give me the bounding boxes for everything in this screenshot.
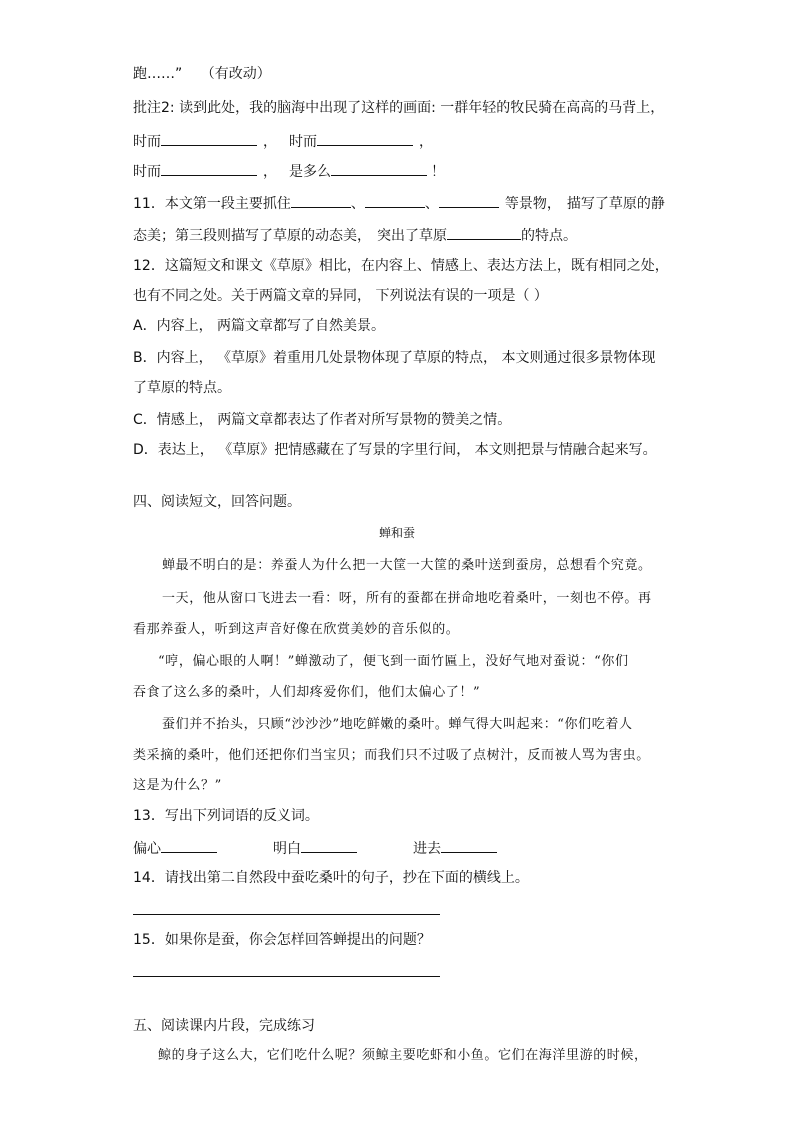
passage-paragraph-2-cont: 看那养蚕人，听到这声音好像在欣赏美妙的音乐似的。 (133, 622, 460, 637)
blank-field[interactable] (161, 160, 257, 176)
option-c[interactable]: C．情感上， 两篇文章都表达了作者对所写景物的赞美之情。 (133, 412, 512, 428)
q11-text: 的特点。 (521, 228, 577, 244)
passage-paragraph-4: 蚕们并不抬头，只顾“沙沙沙”地吃鲜嫩的桑叶。蝉气得大叫起来：“你们吃着人 (162, 717, 633, 732)
adaptation-note: （有改动） (200, 66, 271, 82)
blank-field[interactable] (447, 224, 521, 240)
passage-paragraph-4-cont: 类采摘的桑叶，他们还把你们当宝贝；而我们只不过吸了点树汁，反而被人骂为害虫。 (133, 748, 650, 763)
q11-prompt: 11．本文第一段主要抓住 (133, 196, 291, 212)
passage-ending-text: 跑……” (133, 66, 183, 82)
comma: ， (263, 134, 277, 150)
q11-text: 突出了草原 (377, 228, 447, 244)
separator: 、 (350, 196, 365, 212)
q11-text: 态美；第三段则描写了草原的动态美， (133, 228, 371, 244)
blank-field[interactable] (331, 160, 427, 176)
question-12-line-1: 12．这篇短文和课文《草原》相比，在内容上、情感上、表达方法上，既有相同之处， (133, 258, 669, 274)
passage-ending-line (133, 64, 271, 84)
option-b[interactable]: B．内容上， 《草原》着重用几处景物体现了草原的特点， 本文则通过很多景物体现 (133, 350, 656, 366)
antonym-word-2: 明白 (273, 841, 301, 857)
option-a[interactable]: A．内容上， 两篇文章都写了自然美景。 (133, 318, 386, 334)
blank-field[interactable] (317, 130, 413, 146)
q11-text: 等景物， (504, 196, 561, 212)
annotation-prefix: 时而 (289, 134, 317, 150)
answer-line-14[interactable] (133, 914, 440, 915)
question-13: 13．写出下列词语的反义词。 (133, 808, 319, 824)
comma: ， (263, 164, 277, 180)
annotation-blank-line-2 (133, 160, 445, 182)
section-4-heading: 四、阅读短文，回答问题。 (133, 494, 301, 510)
antonym-word-1: 偏心 (133, 841, 161, 857)
annotation-prefix: 时而 (133, 134, 161, 150)
question-12-line-2: 也有不同之处。关于两篇文章的异同， 下列说法有误的一项是（ ） (133, 288, 548, 304)
question-13-answers (133, 837, 497, 859)
passage-paragraph-3-cont: 吞食了这么多的桑叶，人们却疼爱你们，他们太偏心了！” (133, 685, 481, 700)
passage-paragraph-1: 蝉最不明白的是：养蚕人为什么把一大筐一大筐的桑叶送到蚕房，总想看个究竟。 (162, 558, 652, 573)
comma: ， (419, 134, 433, 150)
separator: 、 (424, 196, 439, 212)
annotation-blank-line-1 (133, 130, 433, 152)
antonym-blank-2[interactable] (301, 837, 357, 853)
option-b-continued: 了草原的特点。 (133, 380, 231, 396)
section-5-heading: 五、阅读课内片段，完成练习 (133, 1018, 315, 1034)
annotation-prefix: 是多么 (289, 164, 331, 180)
q11-text: 描写了草原的静 (566, 196, 665, 212)
annotation-2-line: 批注2: 读到此处，我的脑海中出现了这样的画面: 一群年轻的牧民骑在高高的马背上， (133, 100, 665, 116)
antonym-blank-1[interactable] (161, 837, 217, 853)
blank-field[interactable] (161, 130, 257, 146)
blank-field[interactable] (439, 192, 499, 208)
question-14: 14．请找出第二自然段中蚕吃桑叶的句子，抄在下面的横线上。 (133, 870, 529, 886)
blank-field[interactable] (291, 192, 351, 208)
passage-title: 蝉和蚕 (378, 526, 415, 540)
section-5-paragraph: 鲸的身子这么大，它们吃什么呢？须鲸主要吃虾和小鱼。它们在海洋里游的时候， (158, 1048, 648, 1063)
passage-paragraph-3: “哼，偏心眼的人啊！”蝉激动了，便飞到一面竹匾上，没好气地对蚕说：“你们 (158, 654, 629, 669)
question-11-line-2 (133, 224, 577, 246)
annotation-prefix: 时而 (133, 164, 161, 180)
exclamation: ！ (431, 164, 445, 180)
passage-paragraph-4-cont: 这是为什么？” (133, 778, 222, 793)
answer-line-15[interactable] (133, 976, 440, 977)
question-15: 15．如果你是蚕，你会怎样回答蝉提出的问题？ (133, 932, 431, 948)
antonym-blank-3[interactable] (441, 837, 497, 853)
blank-field[interactable] (365, 192, 425, 208)
passage-paragraph-2: 一天，他从窗口飞进去一看：呀，所有的蚕都在拼命地吃着桑叶，一刻也不停。再 (162, 591, 652, 606)
antonym-word-3: 进去 (413, 841, 441, 857)
option-d[interactable]: D．表达上， 《草原》把情感藏在了写景的字里行间， 本文则把景与情融合起来写。 (133, 442, 657, 458)
question-11-line-1 (133, 192, 665, 214)
